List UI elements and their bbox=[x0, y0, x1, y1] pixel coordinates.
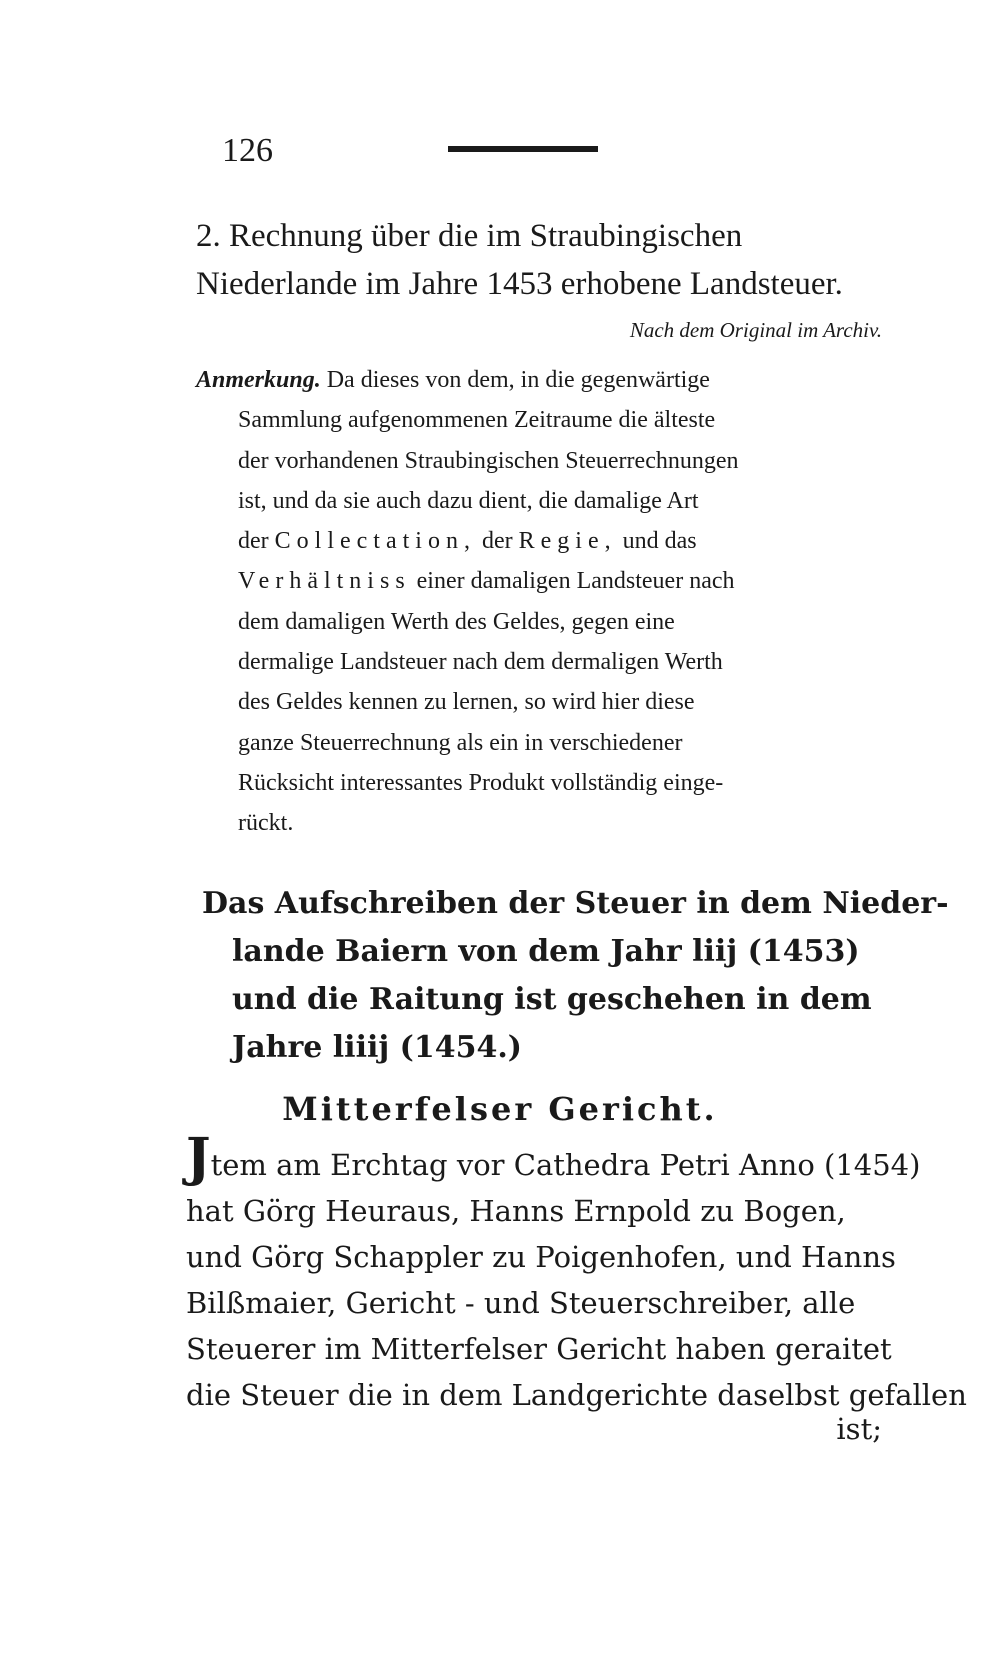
remark-text: einer damaligen Landsteuer nach bbox=[416, 568, 735, 595]
remark-line bbox=[196, 521, 868, 561]
heading-line: Jahre liiij (1454.) bbox=[232, 1030, 522, 1065]
entry-line: Steuerer im Mitterfelser Gericht haben geraitet bbox=[186, 1332, 892, 1366]
heading-line: und die Raitung ist geschehen in dem bbox=[232, 982, 872, 1017]
remark-paragraph bbox=[196, 360, 868, 844]
remark-line: Sammlung aufgenommenen Zeitraume die älteste bbox=[238, 407, 716, 434]
heading-line: lande Baiern von dem Jahr liij (1453) bbox=[232, 934, 860, 969]
remark-line: dem damaligen Werth des Geldes, gegen eine bbox=[238, 608, 675, 635]
drop-cap: J bbox=[186, 1127, 211, 1188]
remark-text: der bbox=[481, 528, 513, 555]
heading-line: Das Aufschreiben der Steuer in dem Nieder- bbox=[202, 886, 949, 921]
entry-paragraph bbox=[186, 1127, 967, 1418]
entry-line: die Steuer die in dem Landgerichte daselbst gefallen bbox=[186, 1378, 967, 1412]
remark-line bbox=[196, 360, 868, 400]
catchword: ist; bbox=[836, 1412, 882, 1446]
emphasized-word: Verhältniss bbox=[238, 568, 411, 595]
remark-line: des Geldes kennen zu lernen, so wird hier diese bbox=[238, 689, 695, 716]
fraktur-heading bbox=[202, 880, 949, 1072]
entry-line bbox=[186, 1127, 921, 1188]
remark-line: rückt. bbox=[238, 810, 294, 837]
page-number: 126 bbox=[222, 132, 273, 169]
entry-line: Bilßmaier, Gericht - und Steuerschreiber, alle bbox=[186, 1286, 856, 1320]
remark-line: ist, und da sie auch dazu dient, die damalige Art bbox=[238, 487, 699, 514]
header-rule bbox=[448, 146, 598, 152]
entry-line: und Görg Schappler zu Poigenhofen, und Hanns bbox=[186, 1240, 896, 1274]
section-title bbox=[196, 212, 868, 308]
remark-line: ganze Steuerrechnung als ein in verschiedener bbox=[238, 729, 683, 756]
section-title-line: 2. Rechnung über die im Straubingischen bbox=[196, 218, 743, 254]
remark-text: der bbox=[238, 528, 269, 555]
remark-line: der vorhandenen Straubingischen Steuerrechnungen bbox=[238, 447, 739, 474]
remark-text: Da dieses von dem, in die gegenwärtige bbox=[326, 367, 710, 393]
entry-text: tem am Erchtag vor Cathedra Petri Anno (1454) bbox=[210, 1148, 921, 1182]
remark-label: Anmerkung. bbox=[196, 367, 321, 393]
court-title: Mitterfelser Gericht. bbox=[282, 1090, 718, 1128]
remark-line: Rücksicht interessantes Produkt vollständig einge- bbox=[238, 769, 724, 796]
section-title-line: Niederlande im Jahre 1453 erhobene Landsteuer. bbox=[196, 266, 843, 302]
emphasized-word: Collectation, bbox=[274, 528, 476, 555]
entry-line: hat Görg Heuraus, Hanns Ernpold zu Bogen, bbox=[186, 1194, 846, 1228]
remark-line: dermalige Landsteuer nach dem dermaligen Werth bbox=[238, 649, 723, 676]
remark-text: und das bbox=[622, 528, 697, 555]
remark-line bbox=[196, 561, 868, 601]
emphasized-word: Regie, bbox=[518, 528, 617, 555]
source-note: Nach dem Original im Archiv. bbox=[629, 318, 882, 342]
